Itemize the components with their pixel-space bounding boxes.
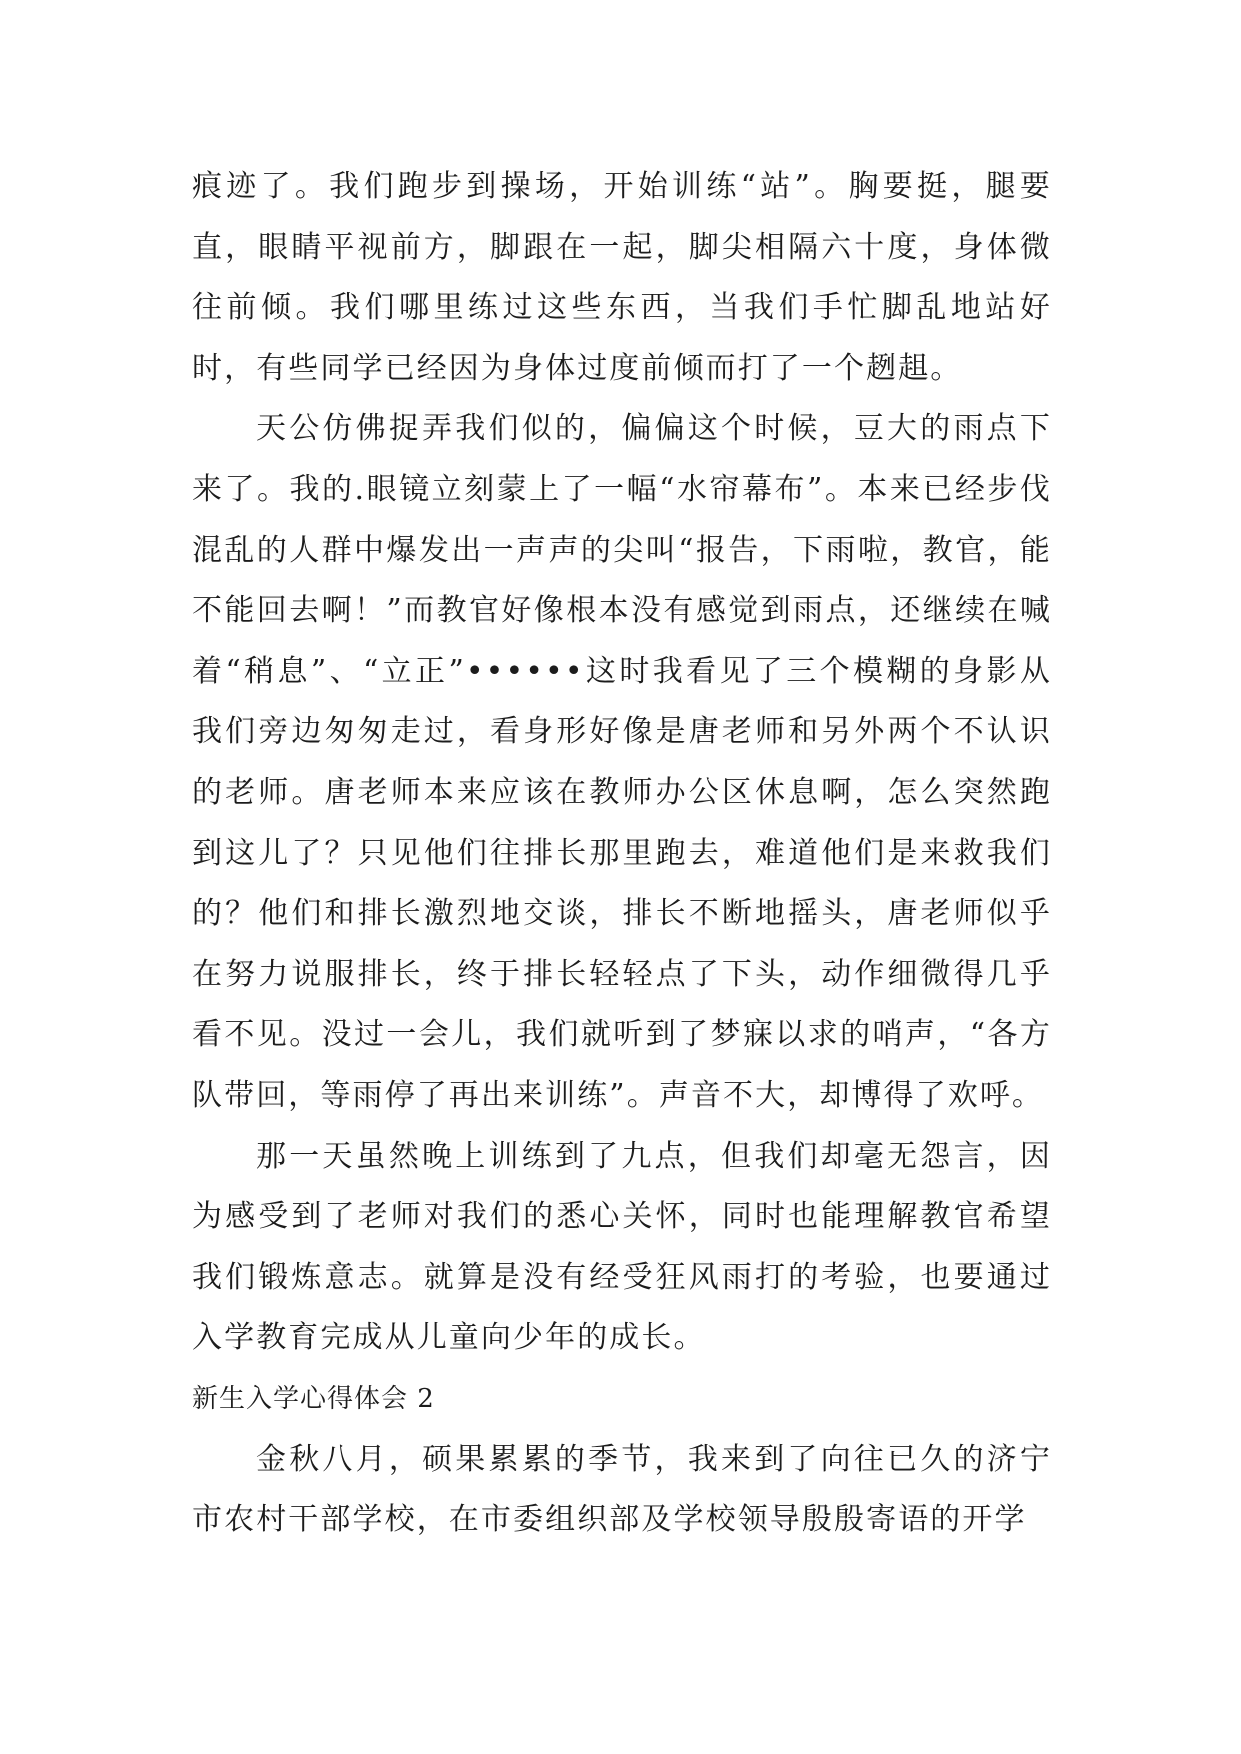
document-body	[192, 157, 1052, 1551]
paragraph-second-essay-opening: 金秋八月，硕果累累的季节，我来到了向往已久的济宁市农村干部学校，在市委组织部及学校领导殷殷寄语的开学	[192, 1441, 1052, 1538]
paragraph-training-stance: 痕迹了。我们跑步到操场，开始训练“站”。胸要挺，腿要直，眼睛平视前方，脚跟在一起，脚尖相隔六十度，身体微往前倾。我们哪里练过这些东西，当我们手忙脚乱地站好时，有些同学已经因为身体过度前倾而打了一个趔趄。	[192, 169, 1052, 386]
section-title: 新生入学心得体会 2	[192, 1383, 435, 1414]
paragraph-conclusion: 那一天虽然晚上训练到了九点，但我们却毫无怨言，因为感受到了老师对我们的悉心关怀，同时也能理解教官希望我们锻炼意志。就算是没有经受狂风雨打的考验，也要通过入学教育完成从儿童向少年的成长。	[192, 1138, 1052, 1356]
paragraph-rain: 天公仿佛捉弄我们似的，偏偏这个时候，豆大的雨点下来了。我的.眼镜立刻蒙上了一幅“水帘幕布”。本来已经步伐混乱的人群中爆发出一声声的尖叫“报告，下雨啦，教官，能不能回去啊！”而教官好像根本没有感觉到雨点，还继续在喊着“稍息”、“立正”••••••这时我看见了三个模糊的身影从我们旁边匆匆走过，看身形好像是唐老师和另外两个不认识的老师。唐老师本来应该在教师办公区休息啊，怎么突然跑到这儿了？只见他们往排长那里跑去，难道他们是来救我们的？他们和排长激烈地交谈，排长不断地摇头，唐老师似乎在努力说服排长，终于排长轻轻点了下头，动作细微得几乎看不见。没过一会儿，我们就听到了梦寐以求的哨声，“各方队带回，等雨停了再出来训练”。声音不大，却博得了欢呼。	[192, 411, 1052, 1113]
